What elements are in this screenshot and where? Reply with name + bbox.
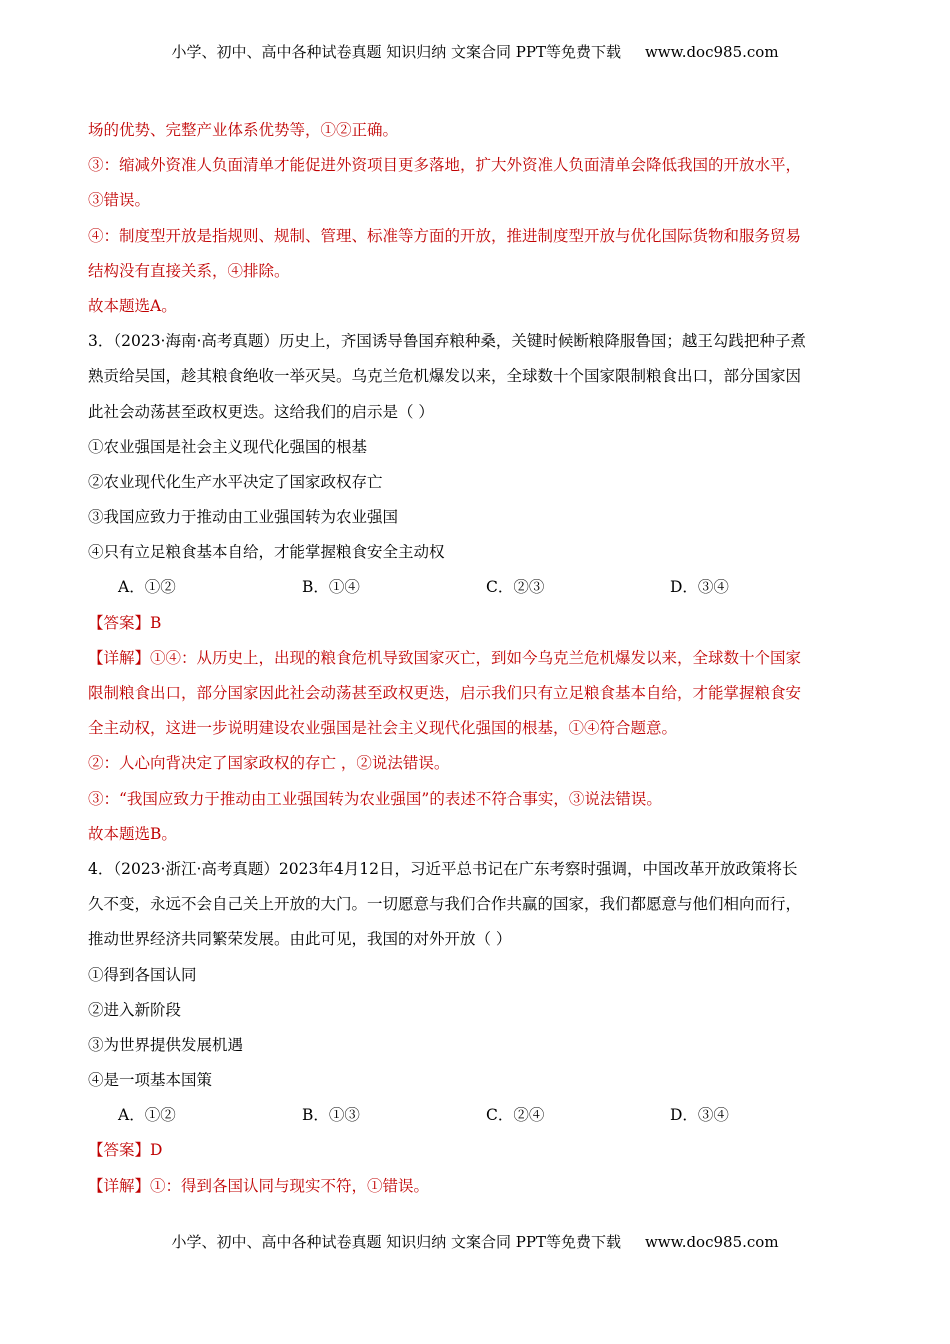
page-footer [0,1231,950,1252]
q4-item: ②进入新阶段 [88,1000,182,1019]
q3-stem-line: 3．（2023·海南·高考真题）历史上，齐国诱导鲁国弃粮种桑，关键时候断粮降服鲁国；越王勾践把种子煮 [88,332,806,351]
q4-item: ④是一项基本国策 [88,1071,213,1090]
q3-explain-line: ③：“我国应致力于推动由工业强国转为农业强国”的表述不符合事实，③说法错误。 [88,789,662,808]
q4-item: ①得到各国认同 [88,965,197,984]
header-text: 小学、初中、高中各种试卷真题 知识归纳 文案合同 PPT等免费下载 [171,43,621,61]
q4-answer: 【答案】D [88,1141,163,1160]
q4-explain-line: 【详解】①：得到各国认同与现实不符，①错误。 [88,1176,430,1195]
q4-option-d: D．③④ [670,1106,729,1125]
q4-option-a: A．①② [118,1106,176,1125]
q3-stem-line: 此社会动荡甚至政权更迭。这给我们的启示是（ ） [88,402,434,421]
q4-stem-line: 4．（2023·浙江·高考真题）2023年4月12日，习近平总书记在广东考察时强调，中国改革开放政策将长 [88,859,798,878]
q3-stem-line: 熟贡给吴国，趁其粮食绝收一举灭吴。乌克兰危机爆发以来，全球数十个国家限制粮食出口，部分国家因 [88,367,802,386]
q4-options [88,1098,863,1133]
q3-item: ①农业强国是社会主义现代化强国的根基 [88,437,368,456]
q3-item: ④只有立足粮食基本自给，才能掌握粮食安全主动权 [88,543,445,562]
q3-option-b: B．①④ [302,578,360,597]
q3-options [88,570,863,605]
prev-explain-line: ③错误。 [88,191,151,210]
q4-option-c: C．②④ [486,1106,545,1125]
prev-explain-line: 场的优势、完整产业体系优势等，①②正确。 [88,121,399,139]
q4-stem-line: 推动世界经济共同繁荣发展。由此可见，我国的对外开放（ ） [88,930,512,949]
page-header [0,41,950,62]
document-body [88,113,863,1204]
q3-item: ②农业现代化生产水平决定了国家政权存亡 [88,472,383,491]
footer-text: 小学、初中、高中各种试卷真题 知识归纳 文案合同 PPT等免费下载 [171,1233,621,1251]
q3-explain-line: 【详解】①④：从历史上，出现的粮食危机导致国家灭亡，到如今乌克兰危机爆发以来，全球数十个国家 [88,648,802,667]
header-url[interactable]: www.doc985.com [644,43,779,61]
footer-url[interactable]: www.doc985.com [644,1233,779,1251]
q4-item: ③为世界提供发展机遇 [88,1035,244,1054]
q4-stem-line: 久不变，永远不会自己关上开放的大门。一切愿意与我们合作共赢的国家，我们都愿意与他们相向而行， [88,895,802,914]
prev-conclusion: 故本题选A。 [88,296,177,315]
q3-explain-line: 全主动权，这进一步说明建设农业强国是社会主义现代化强国的根基，①④符合题意。 [88,719,678,738]
q3-answer: 【答案】B [88,613,162,632]
q3-option-d: D．③④ [670,578,729,597]
q4-option-b: B．①③ [302,1106,360,1125]
q3-item: ③我国应致力于推动由工业强国转为农业强国 [88,508,399,527]
q3-option-c: C．②③ [486,578,545,597]
q3-option-a: A．①② [118,578,176,597]
q3-explain-line: 限制粮食出口，部分国家因此社会动荡甚至政权更迭，启示我们只有立足粮食基本自给，才能掌握粮食安 [88,684,802,702]
prev-explain-line: ③：缩减外资准人负面清单才能促进外资项目更多落地，扩大外资准人负面清单会降低我国的开放水平， [88,156,802,175]
prev-explain-line: ④：制度型开放是指规则、规制、管理、标准等方面的开放，推进制度型开放与优化国际货物和服务贸易 [88,226,802,245]
prev-explain-line: 结构没有直接关系，④排除。 [88,261,290,280]
q3-conclusion: 故本题选B。 [88,824,177,843]
q3-explain-line: ②：人心向背决定了国家政权的存亡 ，②说法错误。 [88,754,450,773]
